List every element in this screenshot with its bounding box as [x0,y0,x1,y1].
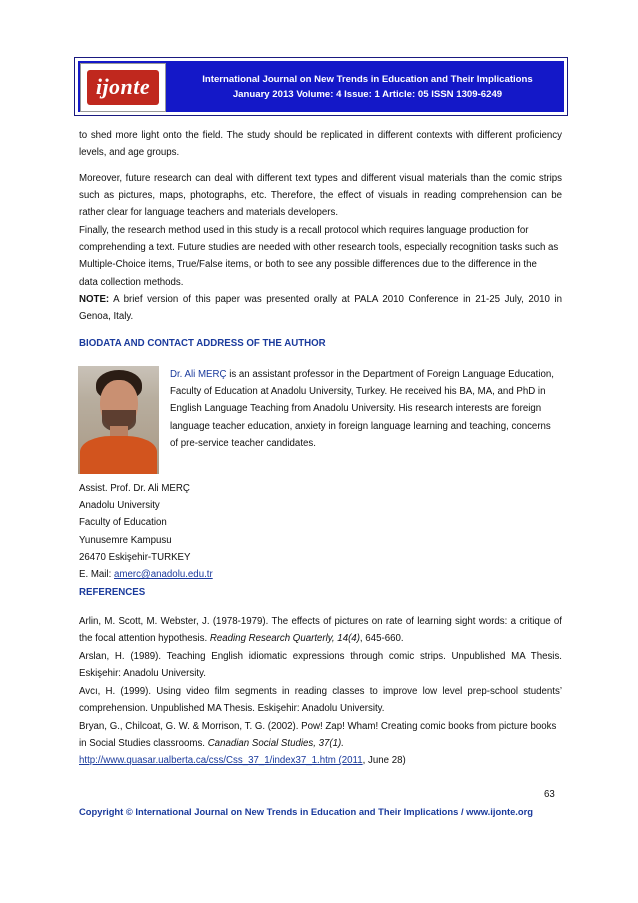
paragraph-3 [79,222,562,291]
references-heading: REFERENCES [79,587,146,598]
address-line: 26470 Eskişehir-TURKEY [79,551,191,563]
reference-text: , June 28) [362,755,406,767]
paragraph-3-line: comprehending a text. Future studies are needed with other research tools, especially recognition tasks such as [79,242,559,254]
page-number: 63 [544,789,555,800]
bio-line: of pre-service teacher candidates. [170,437,316,449]
note-paragraph [79,291,562,325]
address-line: Yunusemre Kampusu [79,534,172,546]
reference-line [79,752,562,769]
banner-background [78,61,564,112]
author-bio [170,366,560,452]
paragraph-1: to shed more light onto the field. The study should be replicated in different contexts with different proficiency levels, and age groups. [79,130,562,159]
logo-text: ijonte [95,74,151,99]
address-line: Assist. Prof. Dr. Ali MERÇ [79,483,190,494]
logo-box [87,70,159,105]
paragraph-3-line: Multiple-Choice items, True/False items, or both to see any possible differences due to the difference in the [79,259,537,271]
reference-line [79,735,562,752]
bio-line: language teacher education, anxiety in foreign language learning and teaching, concerns [170,420,551,432]
biodata-heading: BIODATA AND CONTACT ADDRESS OF THE AUTHOR [79,338,326,349]
reference-text: Arlin, M. Scott, M. Webster, J. (1978-1979). The effects of pictures on rate of learning sight words: a critique of the focal attention hypothesis. [79,616,562,645]
email-label: E. Mail: [79,569,114,581]
reference-3: Avcı, H. (1999). Using video film segments in reading classes to improve low level prep-school students’ comprehension. Unpublished MA Thesis. Eskişehir: Anadolu University. [79,686,562,715]
journal-header-banner [74,57,568,116]
paragraph-3-line: Finally, the research method used in this study is a recall protocol which requires language production for [79,225,529,236]
reference-journal: Reading Research Quarterly, 14(4) [209,633,360,645]
reference-text: , 645-660. [359,633,404,645]
journal-title: International Journal on New Trends in Education and Their Implications [202,74,533,85]
copyright-footer: Copyright © International Journal on New Trends in Education and Their Implications / www.ijonte.org [79,806,533,817]
issue-info: January 2013 Volume: 4 Issue: 1 Article: 05 ISSN 1309-6249 [232,89,503,100]
paragraph-2: Moreover, future research can deal with different text types and different visual materials than the comic strips such as pictures, maps, photographs, etc. Therefore, the effect of visuals in reading comprehension can be rather clear for language teachers and materials developers. [79,173,562,219]
email-link[interactable]: amerc@anadolu.edu.tr [114,569,213,581]
address-line: Faculty of Education [79,517,167,529]
bio-line: Faculty of Education at Anadolu University, Turkey. He received his BA, MA, and PhD in [170,386,546,398]
bio-line: English Language Teaching from Anadolu University. His research interests are foreign [170,403,542,415]
reference-4 [79,718,562,770]
reference-1 [79,613,562,647]
address-line: Anadolu University [79,500,160,512]
reference-text: in Social Studies classrooms. [79,738,208,750]
author-photo [78,366,159,474]
note-label: NOTE: [79,294,110,305]
reference-journal: Canadian Social Studies, 37(1). [207,738,344,750]
reference-url-link[interactable]: http://www.quasar.ualberta.ca/css/Css_37_1/index37_1.htm (2011 [79,755,363,767]
note-text: A brief version of this paper was presented orally at PALA 2010 Conference in 21-25 July, 2010 in Genoa, Italy. [79,294,562,323]
bio-text: is an assistant professor in the Department of Foreign Language Education, [226,369,554,380]
reference-line: Bryan, G., Chilcoat, G. W. & Morrison, T. G. (2002). Pow! Zap! Wham! Creating comic books from picture books [79,721,557,732]
email-line [79,566,213,583]
reference-2: Arslan, H. (1989). Teaching English idiomatic expressions through comic strips. Unpublished MA Thesis. Eskişehir: Anadolu University. [79,651,562,680]
journal-logo [80,63,166,112]
paragraph-3-line: data collection methods. [79,276,184,288]
author-name: Dr. Ali MERÇ [170,369,227,380]
bio-line [170,366,560,383]
author-address [79,480,213,583]
